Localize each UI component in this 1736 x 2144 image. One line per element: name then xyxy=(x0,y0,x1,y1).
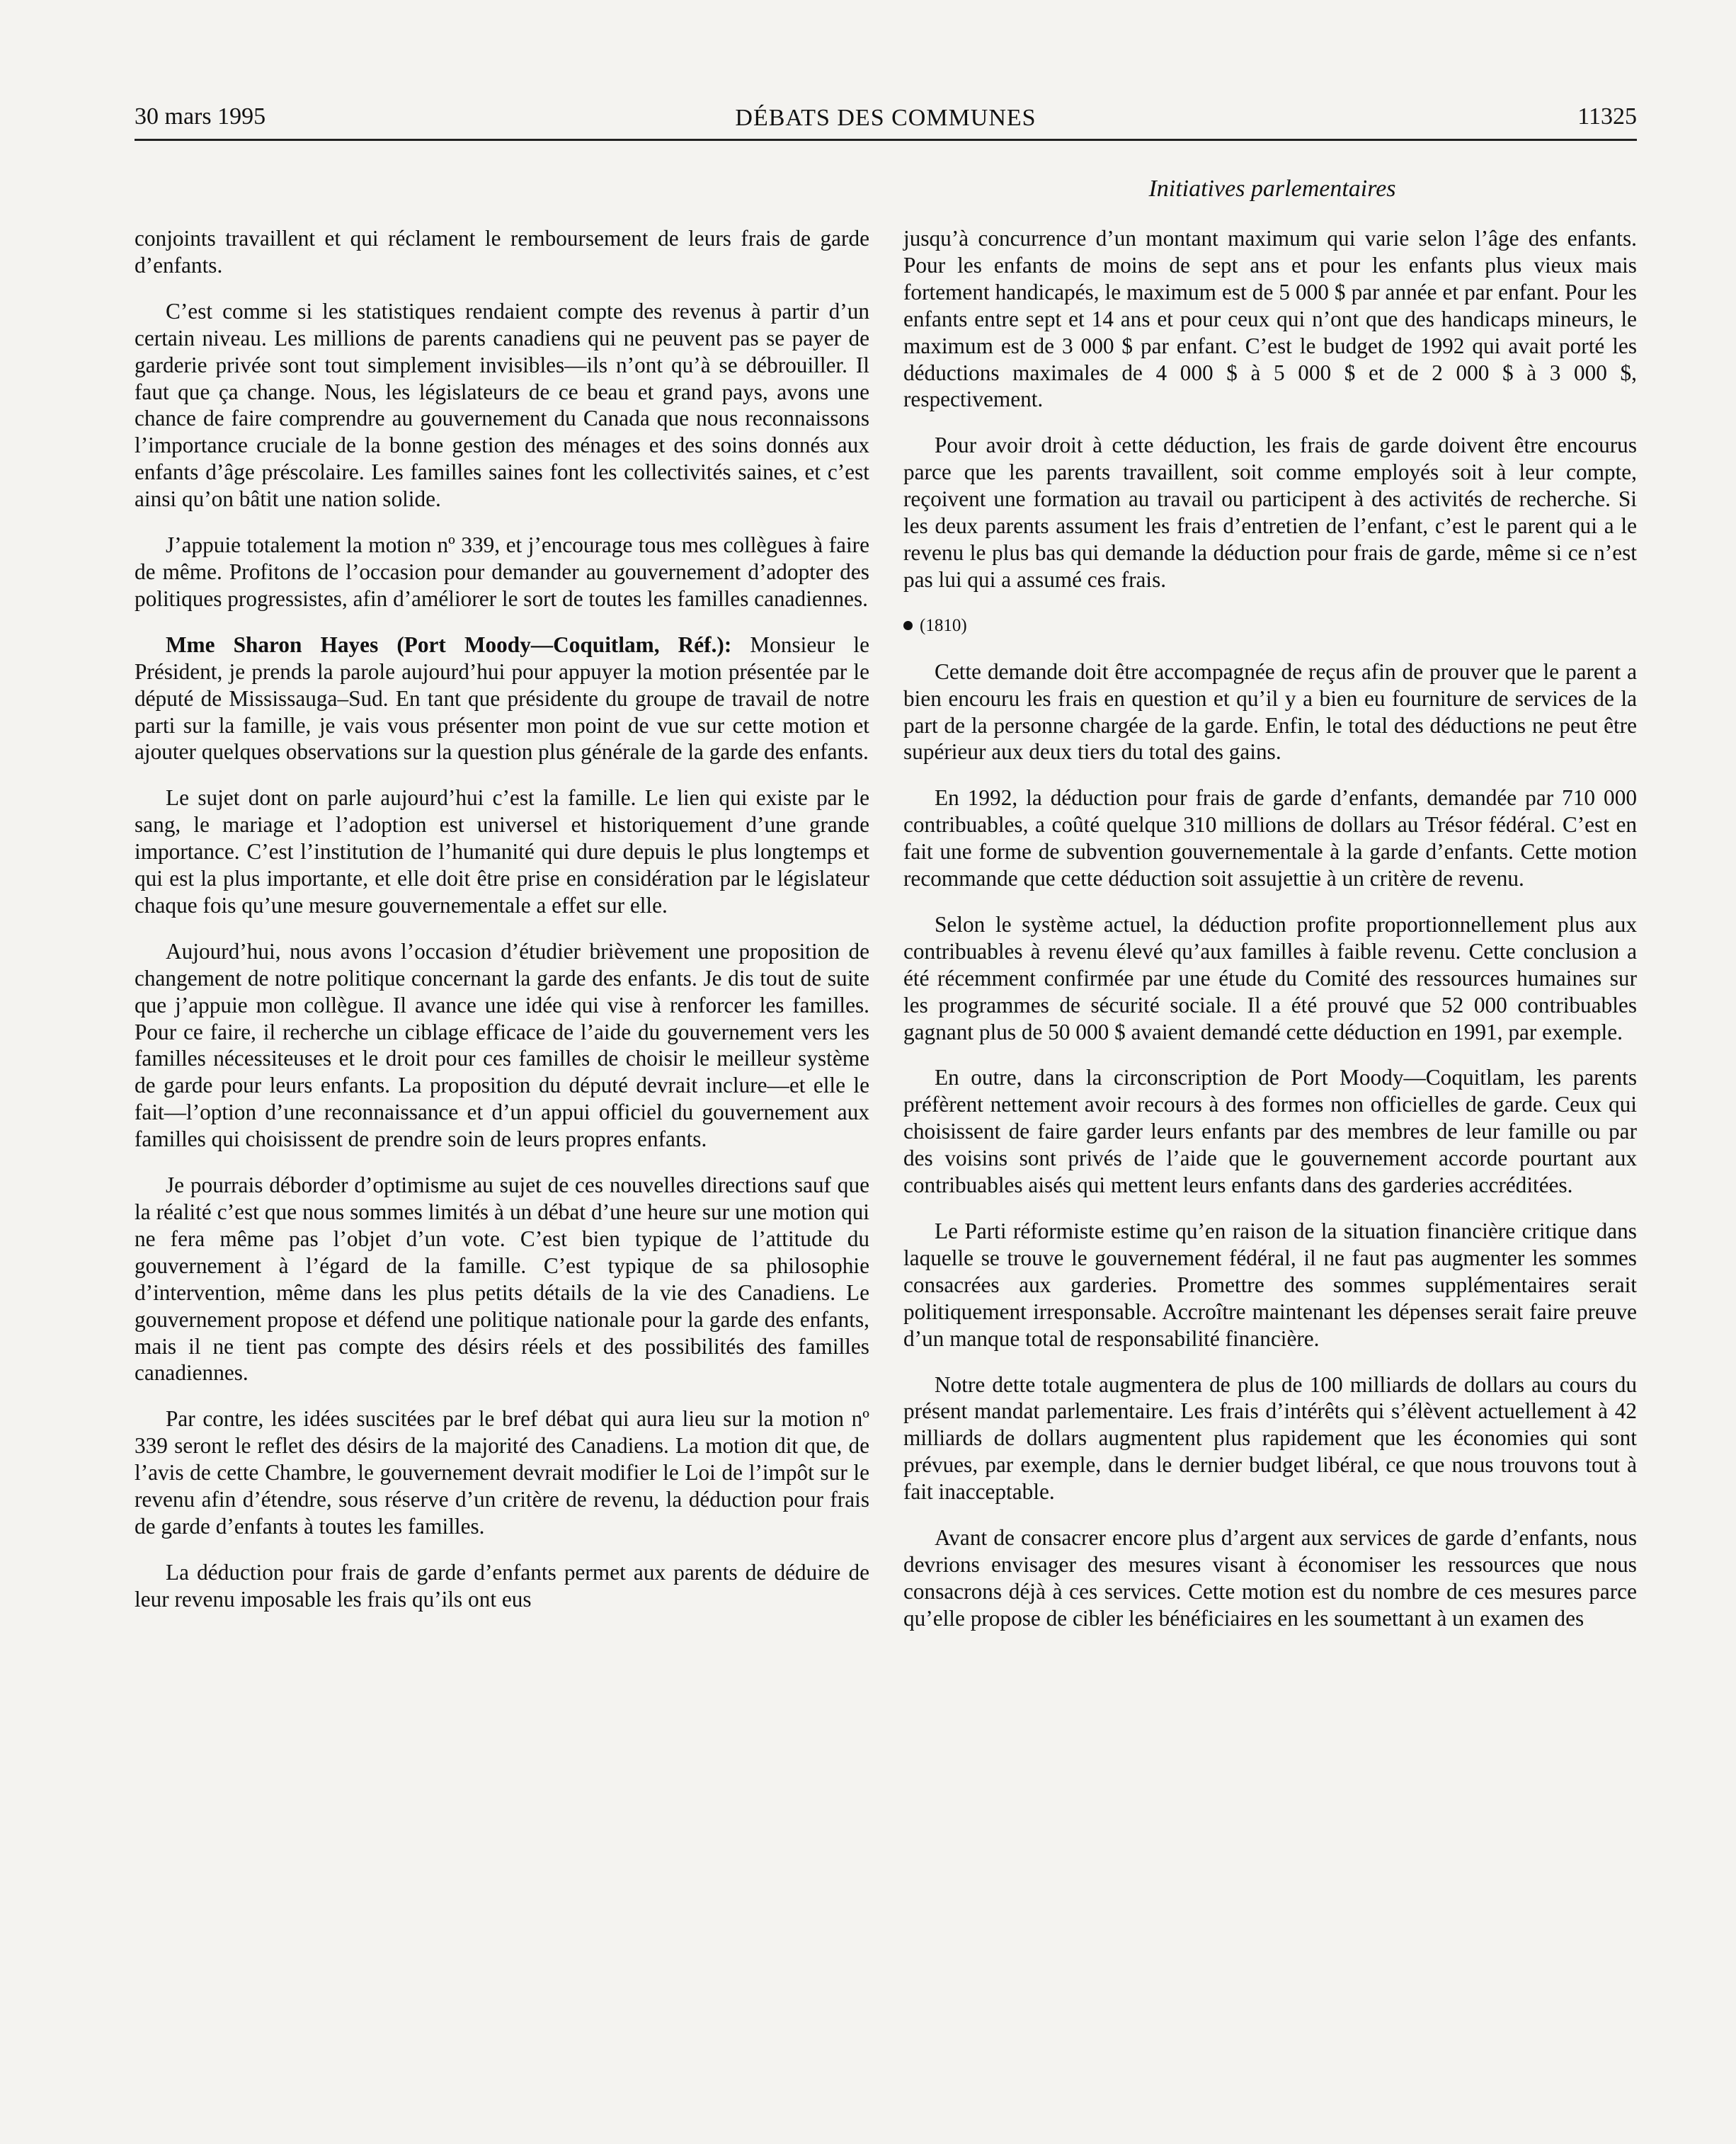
speaker-paragraph xyxy=(135,632,869,766)
speaker-name: Mme Sharon Hayes (Port Moody—Coquitlam, Réf.): xyxy=(166,632,732,657)
time-marker xyxy=(903,612,1637,639)
paragraph: C’est comme si les statistiques rendaient compte des revenus à partir d’un certain niveau. Les millions de parents canadiens qui ne peuvent pas se payer de garderie privée sont tout simplement invisibles—ils n’ont qu’à se débrouiller. Il faut que ça change. Nous, les législateurs de ce beau et grand pays, avons une chance de faire comprendre au gouvernement du Canada que nous reconnaissons l’importance cruciale de la bonne gestion des ménages et des soins donnés aux enfants d’âge préscolaire. Les familles saines font les collectivités saines, et c’est ainsi qu’on bâtit une nation solide. xyxy=(135,298,869,512)
paragraph: Notre dette totale augmentera de plus de 100 milliards de dollars au cours du présent mandat parlementaire. Les frais d’intérêts qui s’élèvent actuellement à 42 milliards de dollars augmentent plus rapidement que les économies qui sont prévues, par exemple, dans le dernier budget libéral, ce que nous trouvons tout à fait inacceptable. xyxy=(903,1372,1637,1505)
page-number: 11325 xyxy=(1577,103,1637,130)
right-column xyxy=(903,225,1637,1651)
paragraph: J’appuie totalement la motion nº 339, et j’encourage tous mes collègues à faire de même. Profitons de l’occasion pour demander au gouvernement d’adopter des politiques progressistes, afin d’améliorer le sort de toutes les familles canadiennes. xyxy=(135,532,869,611)
paragraph: Le Parti réformiste estime qu’en raison de la situation financière critique dans laquelle se trouve le gouvernement fédéral, il ne faut pas augmenter les sommes consacrées aux garderies. Promettre des sommes supplémentaires serait politiquement irresponsable. Accroître maintenant les dépenses serait faire preuve d’un manque total de responsabilité financière. xyxy=(903,1219,1637,1351)
paragraph: Pour avoir droit à cette déduction, les frais de garde doivent être encourus parce que les parents travaillent, soit comme employés soit à leur compte, reçoivent une formation au travail ou participent à des activités de recherche. Si les deux parents assument les frais d’entretien de l’enfant, c’est le parent qui a le revenu le plus bas qui demande la déduction pour frais de garde, même si ce n’est pas lui qui a assumé ces frais. xyxy=(903,433,1637,592)
page-header xyxy=(135,98,1637,140)
paragraph: Avant de consacrer encore plus d’argent aux services de garde d’enfants, nous devrions envisager des mesures visant à économiser les ressources que nous consacrons déjà à ces services. Cette motion est du nombre de ces mesures parce qu’elle propose de cibler les bénéficiaires en les soumettant à un examen des xyxy=(903,1525,1637,1631)
paragraph: Par contre, les idées suscitées par le bref débat qui aura lieu sur la motion nº 339 seront le reflet des désirs de la majorité des Canadiens. La motion dit que, de l’avis de cette Chambre, le gouvernement devrait modifier le Loi de l’impôt sur le revenu afin d’étendre, sous réserve d’un critère de revenu, la déduction pour frais de garde d’enfants à toutes les familles. xyxy=(135,1406,869,1539)
header-date: 30 mars 1995 xyxy=(135,103,266,130)
paragraph: conjoints travaillent et qui réclament le remboursement de leurs frais de garde d’enfants. xyxy=(135,226,869,278)
paragraph: En 1992, la déduction pour frais de garde d’enfants, demandée par 710 000 contribuables, a coûté quelque 310 millions de dollars au Trésor fédéral. C’est en fait une forme de subvention gouvernementale à la garde d’enfants. Cette motion recommande que cette déduction soit assujettie à un critère de revenu. xyxy=(903,785,1637,891)
paragraph: Aujourd’hui, nous avons l’occasion d’étudier brièvement une proposition de changement de notre politique concernant la garde des enfants. Je dis tout de suite que j’appuie mon collègue. Il avance une idée qui vise à renforcer les familles. Pour ce faire, il recherche un ciblage efficace de l’aide du gouvernement vers les familles nécessiteuses et le droit pour ces familles de choisir le meilleur système de garde pour leurs enfants. La proposition du député devrait inclure—et elle le fait—l’option d’une reconnaissance et d’un appui officiel du gouvernement aux familles qui choisissent de prendre soin de leurs propres enfants. xyxy=(135,938,869,1152)
time-marker-text: (1810) xyxy=(920,615,967,635)
paragraph: jusqu’à concurrence d’un montant maximum qui varie selon l’âge des enfants. Pour les enfants de moins de sept ans et pour les enfants plus vieux mais fortement handicapés, le maximum est de 5 000 $ par année et par enfant. Pour les enfants entre sept et 14 ans et pour ceux qui n’ont que des handicaps mineurs, le maximum est de 3 000 $ par enfant. C’est le budget de 1992 qui avait porté les déductions maximales de 4 000 $ à 5 000 $ et de 2 000 $ à 3 000 $, respectivement. xyxy=(903,226,1637,412)
paragraph: Le sujet dont on parle aujourd’hui c’est la famille. Le lien qui existe par le sang, le mariage et l’adoption est universel et historiquement d’une grande importance. C’est l’institution de l’humanité qui dure depuis le plus longtemps et qui est la plus importante, et elle doit être prise en considération par le législateur chaque fois qu’une mesure gouvernementale a effet sur elle. xyxy=(135,785,869,918)
section-title: Initiatives parlementaires xyxy=(1148,176,1396,202)
publication-title: DÉBATS DES COMMUNES xyxy=(735,105,1037,131)
paragraph: Selon le système actuel, la déduction profite proportionnellement plus aux contribuables à revenu élevé qu’aux familles à faible revenu. Cette conclusion a été récemment confirmée par une étude du Comité des ressources humaines sur les programmes de sécurité sociale. Il a été prouvé que 52 000 contribuables gagnant plus de 50 000 $ avaient demandé cette déduction en 1991, par exemple. xyxy=(903,911,1637,1044)
bullet-icon xyxy=(903,621,913,630)
paragraph: En outre, dans la circonscription de Port Moody—Coquitlam, les parents préfèrent nettement avoir recours à des formes non officielles de garde. Ceux qui choisissent de faire garder leurs enfants par des membres de leur famille ou par des voisins sont privés de l’aide que le gouvernement accorde pourtant aux contribuables aisés qui mettent leurs enfants dans des garderies accréditées. xyxy=(903,1065,1637,1198)
left-column xyxy=(135,225,869,1632)
header-rule xyxy=(135,139,1637,141)
paragraph: La déduction pour frais de garde d’enfants permet aux parents de déduire de leur revenu imposable les frais qu’ils ont eus xyxy=(135,1559,869,1612)
paragraph: Je pourrais déborder d’optimisme au sujet de ces nouvelles directions sauf que la réalité c’est que nous sommes limités à un débat d’une heure sur une motion qui ne fera même pas l’objet d’un vote. C’est bien typique de l’attitude du gouvernement à l’égard de la famille. C’est typique de sa philosophie d’intervention, même dans les plus petits détails de la vie des Canadiens. Le gouvernement propose et défend une politique nationale pour la garde des enfants, mais il ne tient pas compte des désirs réels et des possibilités des familles canadiennes. xyxy=(135,1173,869,1386)
speech-text: Monsieur le Président, je prends la parole aujourd’hui pour appuyer la motion présentée par le député de Mississauga–Sud. En tant que présidente du groupe de travail de notre parti sur la famille, je vais vous présenter mon point de vue sur cette motion et ajouter quelques observations sur la question plus générale de la garde des enfants. xyxy=(135,632,869,765)
paragraph: Cette demande doit être accompagnée de reçus afin de prouver que le parent a bien encouru les frais en question et qu’il y a bien eu fourniture de services de la part de la personne chargée de la garde. Enfin, le total des déductions ne peut être supérieur aux deux tiers du total des gains. xyxy=(903,658,1637,765)
